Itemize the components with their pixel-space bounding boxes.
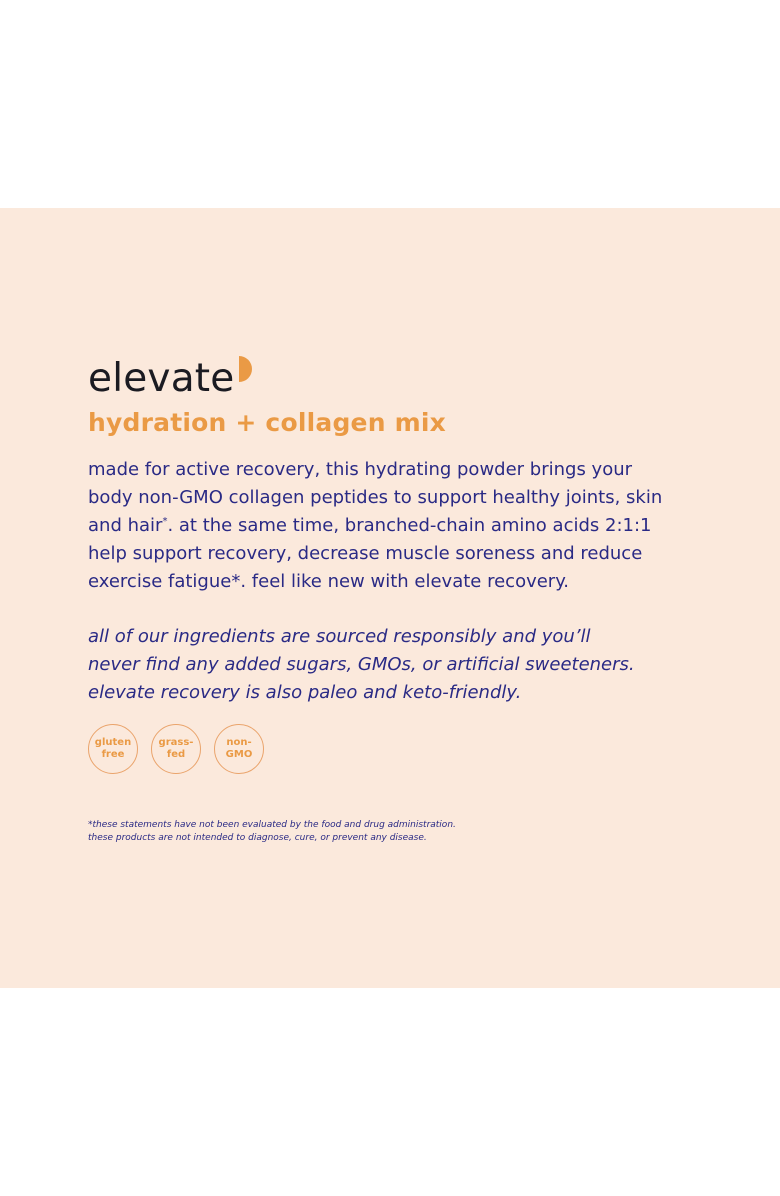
brand-name: elevate	[88, 356, 235, 401]
description-part-1: made for active recovery, this hydrating powder brings your body non-GMO collagen peptides to support healthy joints, skin and hair	[88, 459, 663, 536]
description-part-2: . at the same time, branched-chain amino acids 2:1:1 help support recovery, decrease muscle soreness and reduce exercise fatigue*. feel like new with elevate recovery.	[88, 515, 652, 592]
product-info-panel	[0, 208, 780, 988]
fda-disclaimer: *these statements have not been evaluated by the food and drug administration. these products are not intended to diagnose, cure, or prevent any disease.	[88, 820, 456, 843]
footnote-mark: *	[162, 516, 168, 527]
gluten-free-badge: gluten free	[88, 724, 138, 774]
product-info-content	[88, 356, 708, 845]
product-subtitle: hydration + collagen mix	[88, 408, 446, 437]
non-gmo-badge: non- GMO	[214, 724, 264, 774]
grass-fed-badge: grass- fed	[151, 724, 201, 774]
brand-header	[88, 356, 708, 402]
product-description	[88, 456, 698, 596]
sourcing-statement: all of our ingredients are sourced responsibly and you’ll never find any added sugars, GMOs, or artificial sweeteners. elevate recovery is also paleo and keto-friendly.	[88, 626, 635, 703]
half-circle-icon	[239, 356, 256, 382]
badge-row	[88, 724, 708, 774]
